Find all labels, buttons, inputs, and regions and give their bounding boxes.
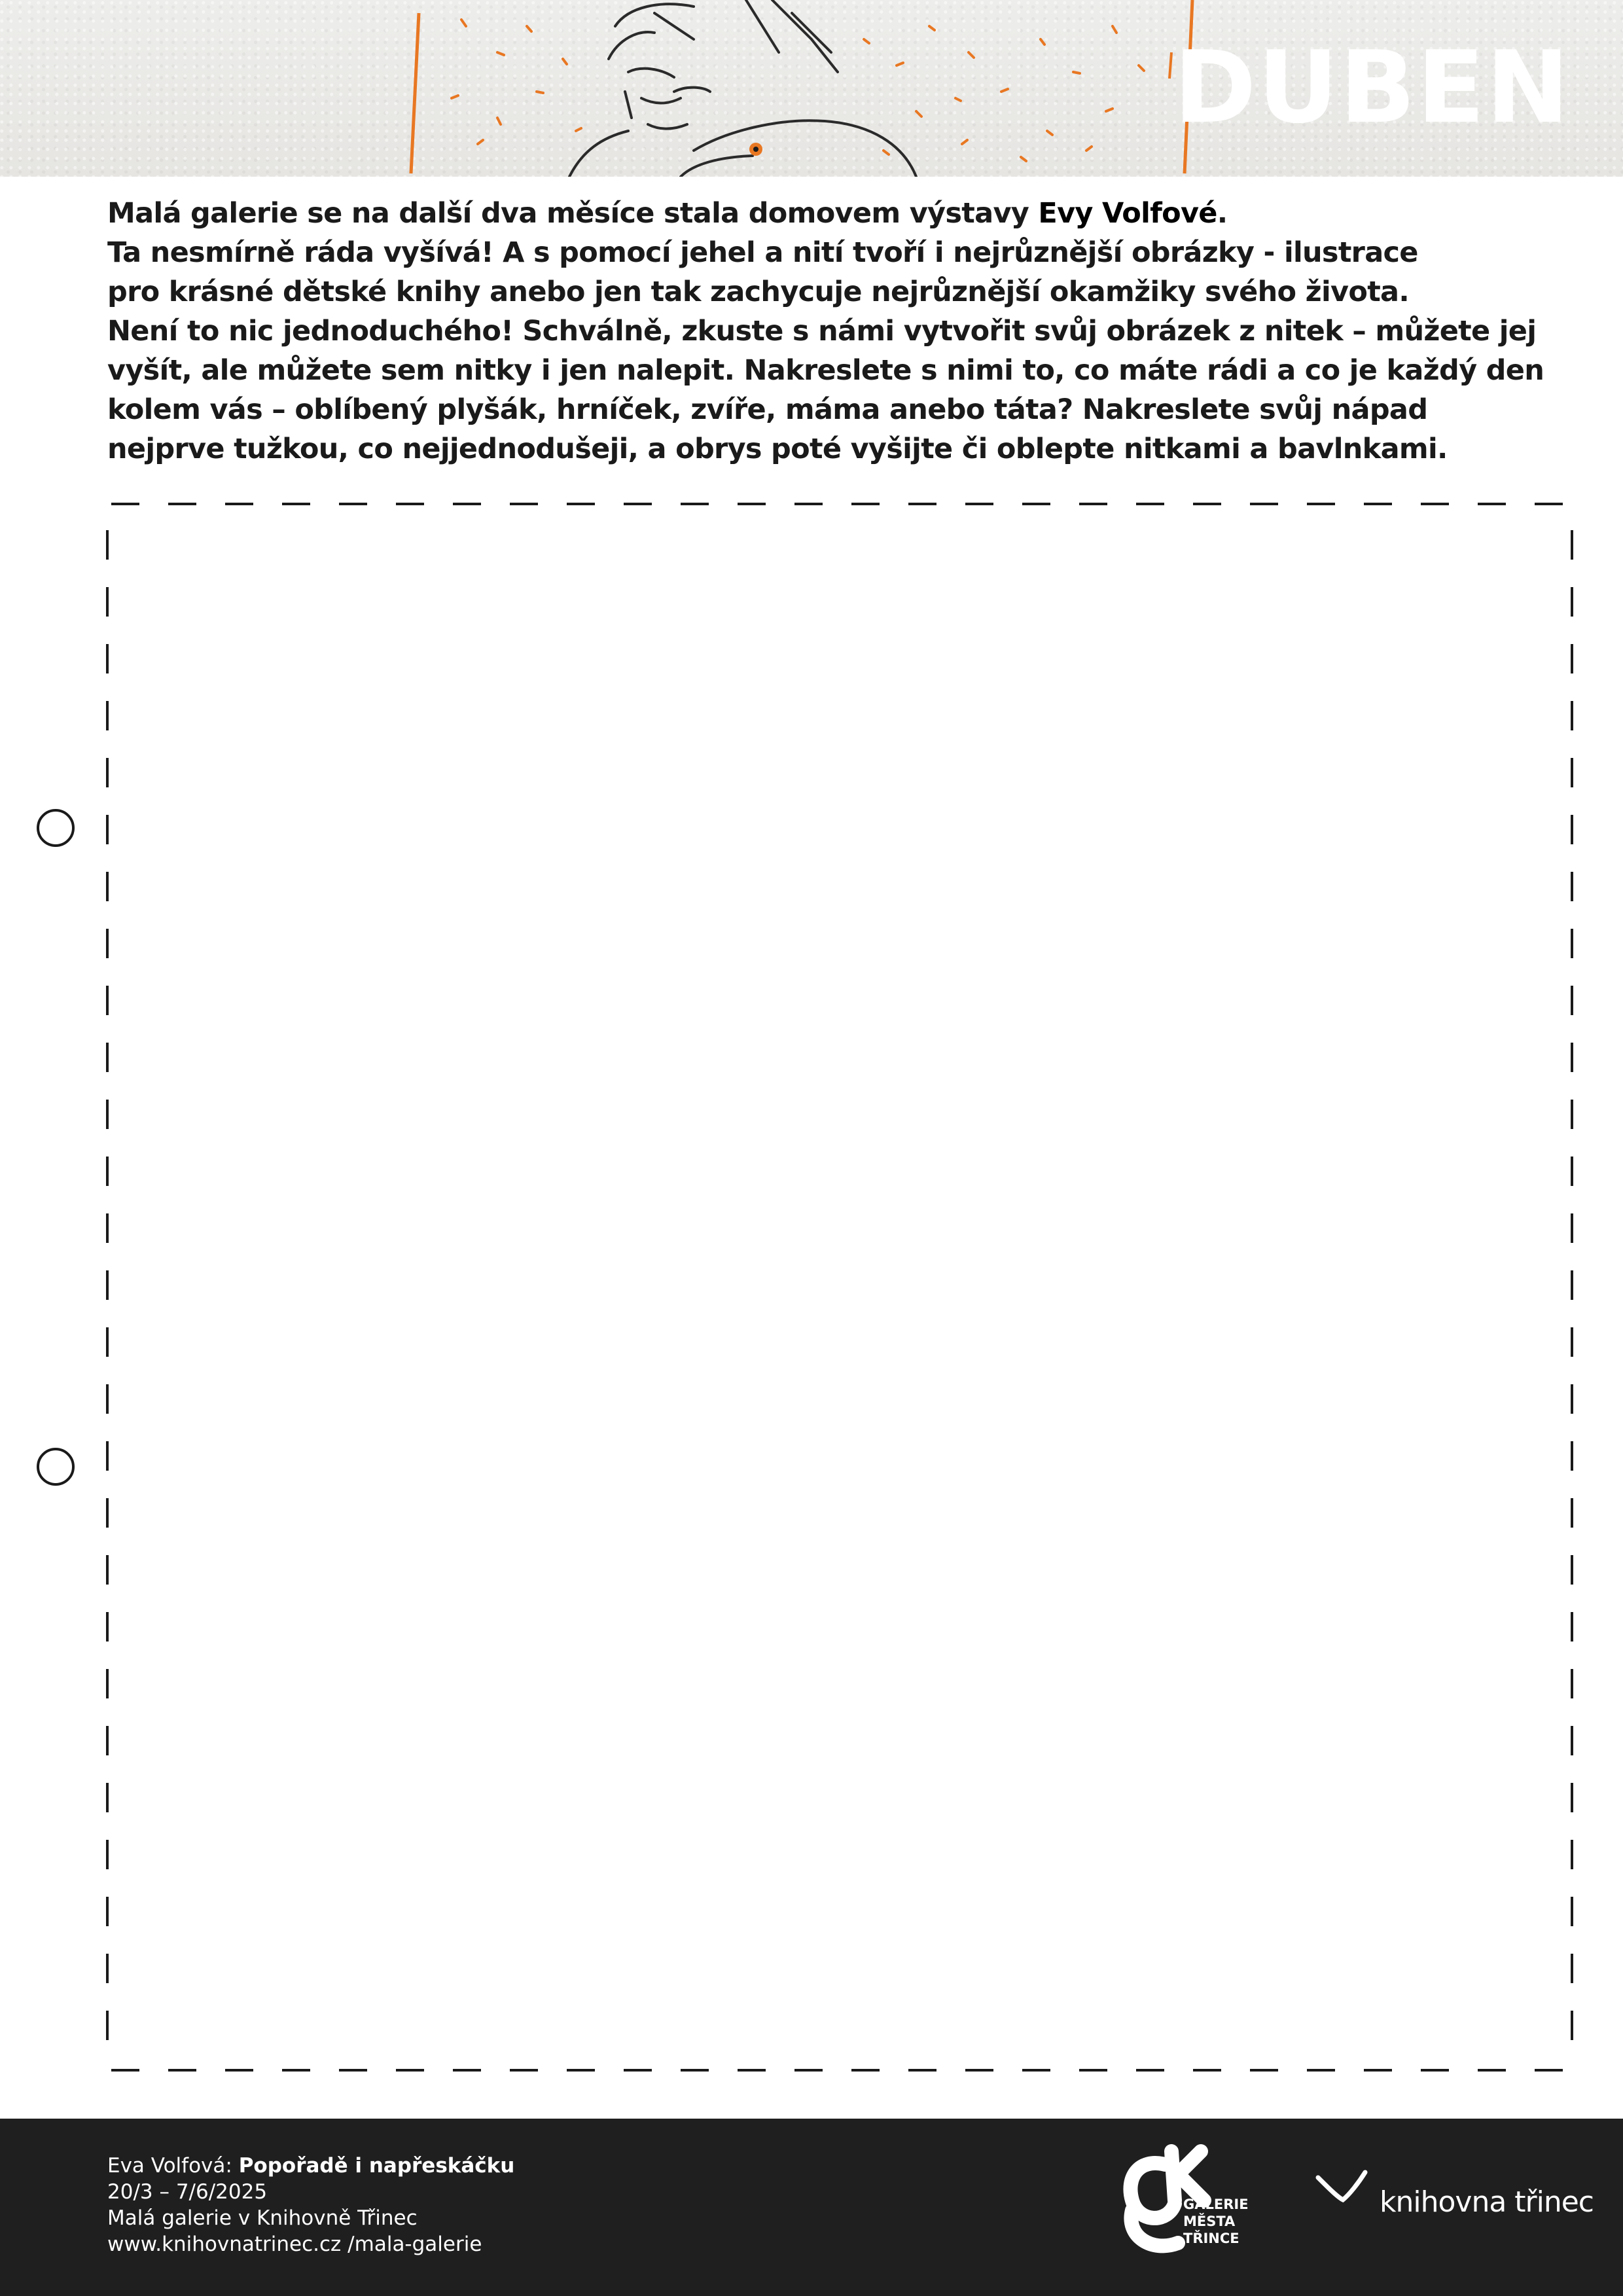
punch-hole-mark-lower xyxy=(37,1448,75,1486)
punch-hole-mark-upper xyxy=(37,809,75,847)
gallery-logo-text: GALERIE MĚSTA TŘINCE xyxy=(1183,2197,1249,2246)
exhibition-dates: 20/3 – 7/6/2025 xyxy=(107,2180,268,2204)
exhibition-title-row: Eva Volfová: Popořadě i napřeskáčku xyxy=(107,2154,515,2178)
exhibition-venue: Malá galerie v Knihovně Třinec xyxy=(107,2206,418,2230)
intro-line-7: nejprve tužkou, co nejjednodušeji, a obrys poté vyšijte či oblepte nitkami a bavlnkami. xyxy=(107,433,1448,465)
intro-line-1: Malá galerie se na další dva měsíce stala domovem výstavy Evy Volfové. xyxy=(107,197,1228,230)
month-title: DUBEN xyxy=(1173,29,1571,145)
intro-line-2: Ta nesmírně ráda vyšívá! A s pomocí jehel a nití tvoří i nejrůznější obrázky - ilustrace xyxy=(107,236,1418,269)
exhibition-info xyxy=(107,2153,514,2257)
intro-line-4: Není to nic jednoduchého! Schválně, zkuste s námi vytvořit svůj obrázek z nitek – můžete jej xyxy=(107,315,1537,348)
intro-line-3: pro krásné dětské knihy anebo jen tak zachycuje nejrůznější okamžiky svého života. xyxy=(107,276,1410,308)
library-logo-icon xyxy=(1315,2168,1368,2208)
footer xyxy=(0,2119,1623,2296)
intro-line-5: vyšít, ale můžete sem nitky i jen nalepit. Nakreslete s nimi to, co máte rádi a co je každý den xyxy=(107,354,1544,387)
intro-line-6: kolem vás – oblíbený plyšák, hrníček, zvíře, máma anebo táta? Nakreslete svůj nápad xyxy=(107,393,1428,426)
artist-name: Evy Volfové xyxy=(1038,197,1217,230)
exhibition-title: Popořadě i napřeskáčku xyxy=(238,2154,515,2178)
exhibition-url: www.knihovnatrinec.cz /mala-galerie xyxy=(107,2233,482,2256)
library-logo-text: knihovna třinec xyxy=(1380,2185,1594,2219)
